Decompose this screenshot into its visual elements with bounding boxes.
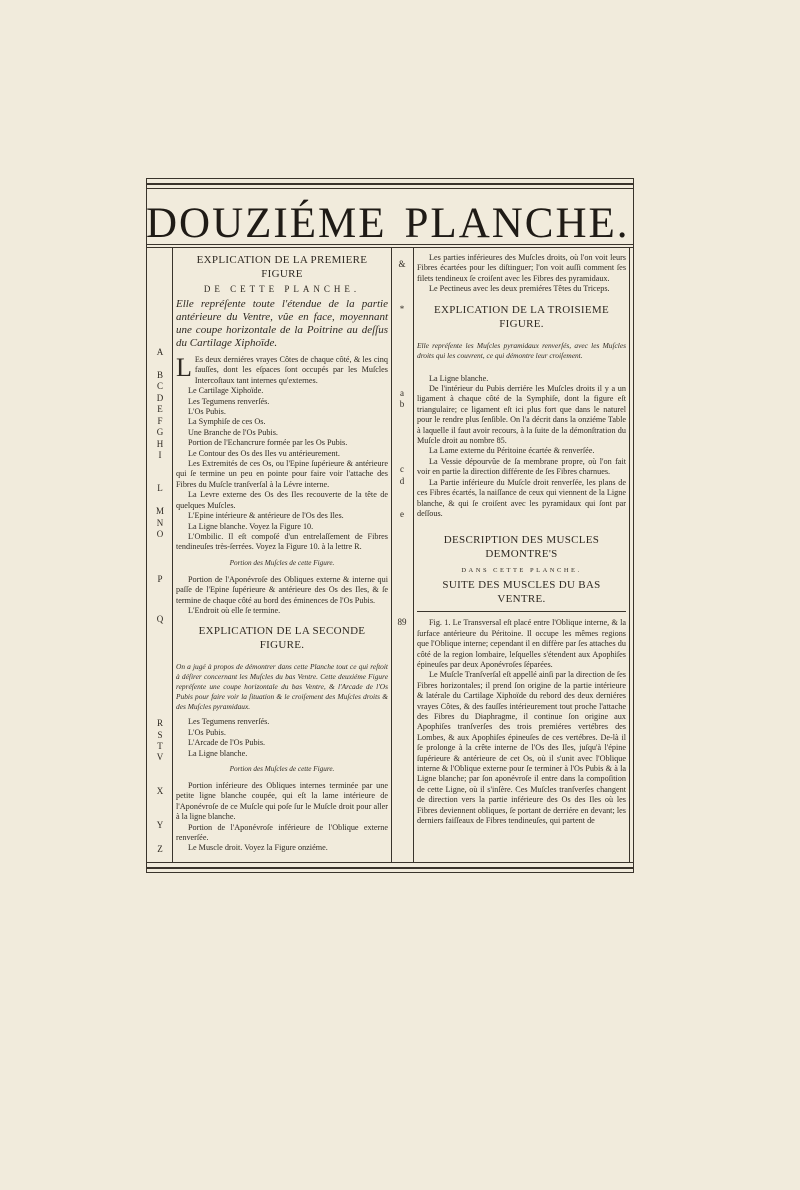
fig1-item: La Symphiſe de ces Os. bbox=[188, 417, 266, 427]
fig2-item: L'Os Pubis. bbox=[188, 727, 226, 737]
fig1-first-paragraph bbox=[176, 355, 388, 386]
margin-letter: S bbox=[157, 730, 163, 740]
margin-letter: O bbox=[156, 529, 164, 539]
right-column bbox=[417, 253, 626, 826]
left-column-rule bbox=[172, 248, 173, 862]
fig2-item-list bbox=[176, 717, 388, 759]
fig1-heading: EXPLICATION DE LA PREMIERE FIGURE bbox=[196, 254, 368, 280]
margin-letter: Z bbox=[157, 844, 163, 854]
title-word-2: PLANCHE. bbox=[404, 200, 630, 247]
fig1-subheading: DE CETTE PLANCHE. bbox=[203, 284, 361, 294]
right-column-rule bbox=[629, 248, 630, 862]
margin-letter: G bbox=[156, 427, 164, 437]
fig1-item: Le Cartilage Xiphoïde. bbox=[188, 386, 264, 396]
suite-item-list bbox=[417, 618, 626, 826]
fig1-first-text: Es deux derniéres vrayes Côtes de chaque côté, & les cinq fauſſes, dont les eſpaces ſont occupés par les Muſcles Intercoſtaux tant internes qu'externes. bbox=[194, 355, 388, 385]
margin-letter: M bbox=[155, 506, 164, 516]
fig3-item: De l'intérieur du Pubis derriére les Muſcles droits il y a un ligament à chaque côté de la Symphiſe, dont la figure eſt triangulaire; ce ligament eſt ici plus fort que dans le naturel pour le rendre plus ſenſible. On l'a décrit dans la onziéme Table à laquelle il faut avoir recours, à la ſuite de la démonſtration du Muſcle droit au nombre 85. bbox=[417, 384, 626, 446]
margin-letter: Q bbox=[156, 614, 164, 624]
margin-letter: A bbox=[156, 347, 164, 357]
fig1-item: Les Extremités de ces Os, ou l'Epine ſupérieure & antérieure qui ſe termine un peu en pointe pour faire voir l'attache des Fibres du Muſcle tranſverſal à la Lévre interne. bbox=[176, 459, 388, 489]
portion2-item: Portion de l'Aponévroſe inférieure de l'Oblique externe renverſée. bbox=[176, 822, 388, 842]
margin-letter: d bbox=[399, 476, 405, 486]
margin-letter: c bbox=[400, 464, 404, 474]
suite-divider bbox=[417, 611, 626, 612]
portion2-item-list bbox=[176, 781, 388, 854]
top-rule-3 bbox=[146, 188, 634, 189]
fig2-item: La Ligne blanche. bbox=[188, 748, 248, 758]
page-title bbox=[146, 200, 636, 248]
fig1-lead: Elle repréſente toute l'étendue de la partie antérieure du Ventre, vûe en face, moyennant une coupe horizontale de la Poitrine au deſſus du Cartilage Xiphoïde. bbox=[176, 298, 388, 349]
suite-item: Fig. 1. Le Transversal eſt placé entre l'Oblique interne, & la ſurface antérieure du Péritoine. Il occupe les mêmes regions que l'Oblique interne; cependant il en diffère par ſes attaches du côté de la region lombaire, leſquelles s'étendent aux Apophiſes épineuſes par deux Aponévroſes ſéparées. bbox=[417, 618, 626, 669]
fig3-item: La Lame externe du Péritoine écartée & renverſée. bbox=[429, 446, 595, 456]
portion2-item: Le Muscle droit. Voyez la Figure onziéme. bbox=[188, 843, 328, 853]
margin-letter: F bbox=[157, 416, 163, 426]
fig1-item: Les Tegumens renverſés. bbox=[188, 396, 270, 406]
margin-letter: a bbox=[400, 388, 404, 398]
fig1-item: L'Ombilic. Il eſt compoſé d'un entrelaſſement de Fibres tendineuſes très-ſerrées. Voyez la Figure 10. à la lettre R. bbox=[176, 531, 388, 552]
margin-letter: 89 bbox=[397, 617, 407, 627]
fig1-item: Le Contour des Os des Iles vu antérieurement. bbox=[188, 448, 340, 458]
title-word-1: DOUZIÉME bbox=[146, 200, 387, 247]
fig1-item: Portion de l'Echancrure formée par les Os Pubis. bbox=[188, 438, 348, 448]
margin-letter: V bbox=[156, 752, 164, 762]
center-rule-right bbox=[413, 248, 414, 862]
portion2-caption: Portion des Muſcles de cette Figure. bbox=[229, 764, 335, 773]
fig3-item: La Vessie dépourvûe de ſa membrane propre, où l'on fait voir en partie la direction différente de ſes Fibres charnues. bbox=[417, 456, 626, 477]
margin-letter: & bbox=[398, 259, 406, 269]
fig2-lead: On a jugé à propos de démontrer dans cette Planche tout ce qui reſtoit à déſirer concernant les Muſcles du bas Ventre. Cette deuxiéme Figure repréſente une coupe horizontale du bas Ventre, & l'Arcade de l'Os Pubis pour faire voir la ſituation & le croiſement des Muſcles droits & des Muſcles pyramidaux. bbox=[176, 662, 388, 712]
margin-letter: e bbox=[400, 509, 404, 519]
margin-letter: Y bbox=[156, 820, 164, 830]
right-border bbox=[633, 178, 634, 873]
portion1-item: Portion de l'Aponévroſe des Obliques externe & interne qui paſſe de l'Epine ſupérieure & antérieure des Os des Iles, & ſe termine de chaque côté au bord des éminences de l'Os Pubis. bbox=[176, 574, 388, 605]
bottom-rule-1 bbox=[146, 862, 634, 863]
left-column bbox=[176, 253, 388, 854]
fig1-item: L'Epine intérieure & antérieure de l'Os des Iles. bbox=[188, 511, 344, 521]
fig3-item: La Partie inférieure du Muſcle droit renverſée, les plans de ces Fibres écartés, la naiſſance de ceux qui viennent de la Ligne blanche, & qui ſe croiſent avec les pyramidaux qui ſont par deſſous. bbox=[417, 477, 626, 518]
fig2-heading: EXPLICATION DE LA SECONDE FIGURE. bbox=[198, 625, 366, 652]
fig1-item: La Ligne blanche. Voyez la Figure 10. bbox=[188, 521, 314, 531]
margin-letter: L bbox=[157, 483, 163, 493]
bottom-rule-3 bbox=[146, 872, 634, 873]
left-border bbox=[146, 178, 147, 873]
center-rule-left bbox=[391, 248, 392, 862]
description-heading: DESCRIPTION DES MUSCLES DEMONTRE'S bbox=[443, 534, 600, 561]
margin-letter: T bbox=[157, 741, 163, 751]
dropcap-letter: L bbox=[176, 353, 192, 382]
top-rule-1 bbox=[146, 178, 634, 179]
continued-item-list bbox=[417, 253, 626, 295]
continued-item: Les parties inférieures des Muſcles droits, où l'on voit leurs Fibres écartées pour les diſtinguer; l'on voit auſſi comment ſes filets tendineux ſe croiſent avec les Fibres des pyramidaux. bbox=[417, 253, 626, 283]
bottom-rule-2 bbox=[146, 867, 634, 869]
portion1-caption: Portion des Muſcles de cette Figure. bbox=[229, 558, 335, 567]
fig3-lead: Elle repréſente les Muſcles pyramidaux renverſés, avec les Muſcles droits qui les couvrent, ce qui démontre leur croiſement. bbox=[417, 340, 626, 360]
margin-letter: B bbox=[156, 370, 163, 380]
margin-letter: H bbox=[156, 439, 164, 449]
margin-letter: I bbox=[158, 450, 162, 460]
margin-letter: P bbox=[157, 574, 163, 584]
fig1-item: L'Os Pubis. bbox=[188, 407, 226, 417]
margin-letter: N bbox=[156, 518, 164, 528]
margin-letter: * bbox=[399, 304, 405, 314]
continued-item: Le Pectineus avec les deux premiéres Têtes du Triceps. bbox=[429, 284, 610, 294]
fig3-item-list bbox=[417, 374, 626, 520]
margin-letter: R bbox=[156, 718, 163, 728]
fig1-item: La Levre externe des Os des Iles recouverte de la tête de quelques Muſcles. bbox=[176, 490, 388, 510]
margin-letter: C bbox=[156, 381, 163, 391]
margin-letter: D bbox=[156, 393, 164, 403]
fig3-item: La Ligne blanche. bbox=[429, 373, 489, 383]
portion2-item: Portion inférieure des Obliques internes terminée par une petite ligne blanche coupée, qui eſt la lame intérieure de l'Aponévroſe de ce Muſcle qui poſe ſur le Muſcle droit pour aller à la ligne blanche. bbox=[176, 780, 388, 822]
fig2-item: Les Tegumens renverſés. bbox=[188, 717, 270, 727]
fig3-heading: EXPLICATION DE LA TROISIEME FIGURE. bbox=[433, 303, 610, 330]
description-subheading: DANS CETTE PLANCHE. bbox=[461, 567, 582, 575]
fig1-item: Une Branche de l'Os Pubis. bbox=[188, 427, 278, 437]
fig1-item-list bbox=[176, 386, 388, 553]
margin-letter: X bbox=[156, 786, 164, 796]
suite-item: Le Muſcle Tranſverſal eſt appellé ainſi par la direction de ſes Fibres horizontales; il prend ſon origine de la partie intérieure & latérale du Cartilage Xiphoïde du rebord des deux derniéres vrayes Côtes, & des fauſſes intérieurement tout proche l'attache des Fibres du Diaphragme, il continue ſon origine aux Apophiſes tranſverſes des trois premiéres vertébres des Lombes, & aux Apophiſes épineuſes de ces vertébres. De-là il ſe prolonge à la crête interne de l'Os des Iles, juſqu'à l'épine ſupérieure & antérieure de cet Os, où il s'unit avec l'Oblique interne & l'Oblique externe pour ſe terminer à l'Os Pubis & à la Ligne blanche; par ſon aponévroſe il entre dans la compoſition de cette Ligne, où il s'inſère. Ces Muſcles tranſverſes changent de direction vers la partie inférieure des Os des Iles où les Fibres deviennent obliques, ſe portant de derriére en devant; les derniers faiſſeaux de Fibres tendineuſes, qui partent de bbox=[417, 670, 626, 826]
margin-letter: E bbox=[157, 404, 163, 414]
portion1-item: L'Endroit où elle ſe termine. bbox=[188, 605, 281, 615]
suite-heading: SUITE DES MUSCLES DU BAS VENTRE. bbox=[442, 579, 601, 606]
fig2-item: L'Arcade de l'Os Pubis. bbox=[188, 738, 266, 748]
top-rule-2 bbox=[146, 183, 634, 185]
portion1-item-list bbox=[176, 575, 388, 617]
margin-letter: b bbox=[399, 399, 405, 409]
